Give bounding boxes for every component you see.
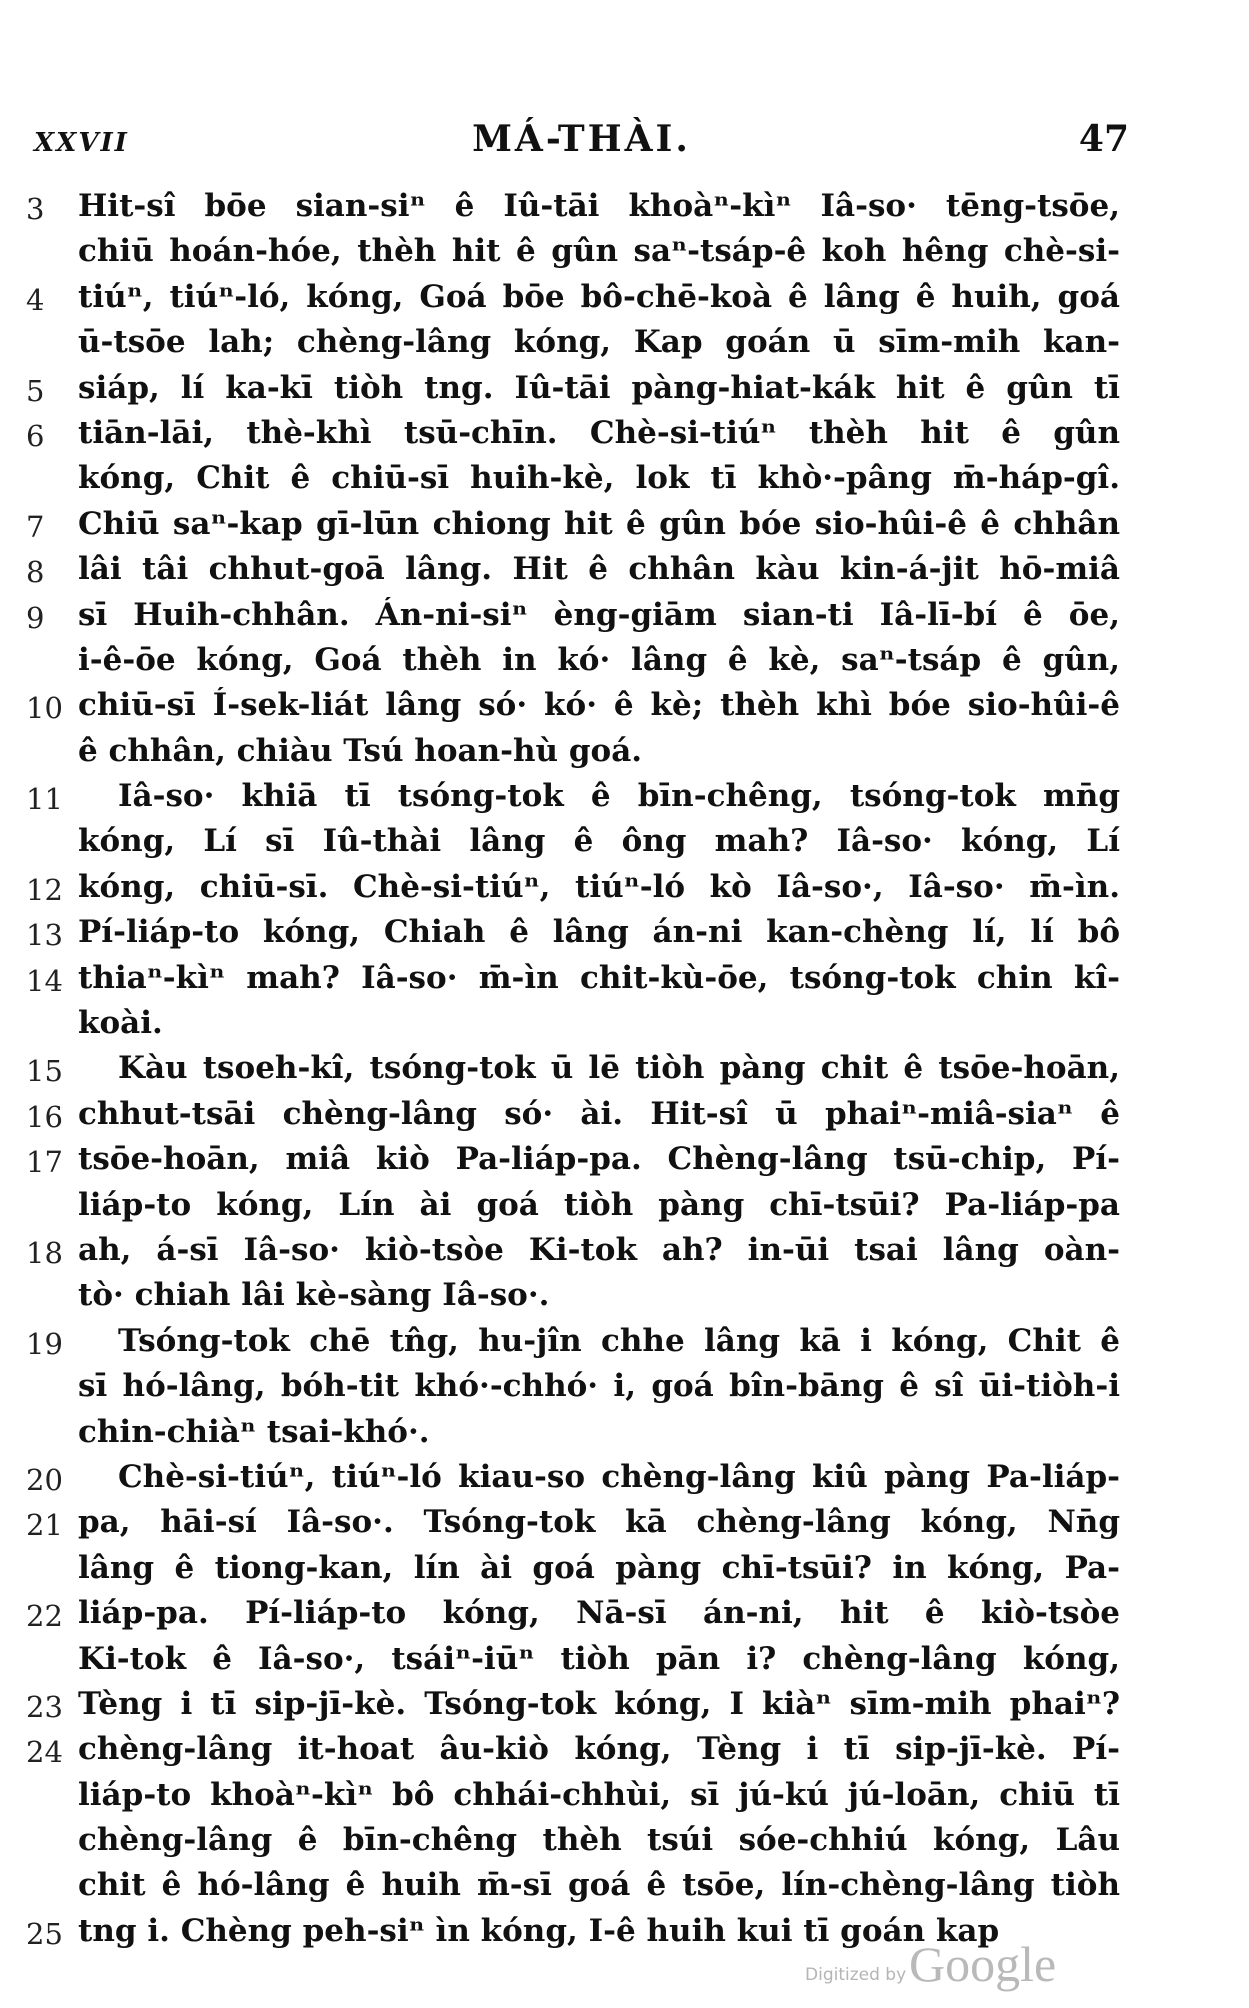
line-text: sī Huih-chhân. Án-ni-siⁿ èng-giām sian-ti Iâ-lī-bí ê ōe, (78, 596, 1120, 633)
verse-number: 20 (26, 1462, 63, 1497)
text-line (0, 1550, 1249, 1595)
text-line (0, 506, 1249, 551)
line-text: chit ê hó-lâng ê huih m̄-sī goá ê tsōe, lín-chèng-lâng tiòh (78, 1867, 1120, 1904)
line-text: tiān-lāi, thè-khì tsū-chīn. Chè-si-tiúⁿ thèh hit ê gûn (78, 414, 1120, 451)
verse-number: 4 (26, 282, 45, 317)
verse-number: 21 (26, 1508, 63, 1543)
verse-number: 5 (26, 373, 45, 408)
text-line (0, 370, 1249, 415)
line-text: lâi tâi chhut-goā lâng. Hit ê chhân kàu kin-á-jit hō-miâ (78, 551, 1120, 588)
line-text: Chiū saⁿ-kap gī-lūn chiong hit ê gûn bóe sio-hûi-ê ê chhân (78, 505, 1120, 542)
line-text: Hit-sî bōe sian-siⁿ ê Iû-tāi khoàⁿ-kìⁿ Iâ-so· tēng-tsōe, (78, 188, 1120, 224)
text-line (0, 1731, 1249, 1776)
text-line (0, 597, 1249, 642)
line-text: tsōe-hoān, miâ kiò Pa-liáp-pa. Chèng-lâng tsū-chip, Pí- (78, 1141, 1120, 1178)
verse-number: 22 (26, 1599, 63, 1634)
text-line (0, 415, 1249, 460)
text-line (0, 1459, 1249, 1504)
text-line (0, 1005, 1249, 1050)
text-body (0, 188, 1249, 1958)
text-line (0, 1323, 1249, 1368)
text-line (0, 1822, 1249, 1867)
verse-number: 7 (26, 509, 45, 544)
verse-number: 12 (26, 872, 63, 907)
verse-number: 17 (26, 1145, 63, 1180)
text-line (0, 279, 1249, 324)
text-line (0, 1368, 1249, 1413)
verse-number: 23 (26, 1689, 63, 1724)
text-line (0, 188, 1249, 233)
line-text: siáp, lí ka-kī tiòh tng. Iû-tāi pàng-hiat-kák hit ê gûn tī (78, 369, 1120, 406)
line-text: Tèng i tī sip-jī-kè. Tsóng-tok kóng, I kiàⁿ sīm-mih phaiⁿ? (78, 1685, 1120, 1722)
verse-number: 15 (26, 1054, 63, 1089)
digitized-watermark (805, 1935, 1065, 1995)
line-text: kóng, Chit ê chiū-sī huih-kè, lok tī khò·-pâng m̄-háp-gî. (78, 460, 1120, 497)
line-text: liáp-to khoàⁿ-kìⁿ bô chhái-chhùi, sī jú-kú jú-loān, chiū tī (78, 1776, 1120, 1813)
text-line (0, 1141, 1249, 1186)
text-line (0, 914, 1249, 959)
line-text: chèng-lâng ê bīn-chêng thèh tsúi sóe-chhiú kóng, Lâu (78, 1822, 1120, 1859)
verse-number: 3 (26, 192, 45, 226)
verse-number: 10 (26, 691, 63, 726)
line-text: thiaⁿ-kìⁿ mah? Iâ-so· m̄-ìn chit-kù-ōe, tsóng-tok chin kî- (78, 959, 1120, 996)
text-line (0, 1232, 1249, 1277)
text-line (0, 1641, 1249, 1686)
text-line (0, 1867, 1249, 1912)
text-line (0, 642, 1249, 687)
text-line (0, 233, 1249, 278)
line-text: lâng ê tiong-kan, lín ài goá pàng chī-tsūi? in kóng, Pa- (78, 1549, 1120, 1586)
verse-number: 11 (26, 782, 63, 817)
line-text: chiū hoán-hóe, thèh hit ê gûn saⁿ-tsáp-ê koh hêng chè-si- (78, 233, 1120, 270)
verse-number: 24 (26, 1735, 63, 1770)
text-line (0, 324, 1249, 369)
verse-number: 13 (26, 918, 63, 953)
line-text: pa, hāi-sí Iâ-so·. Tsóng-tok kā chèng-lâng kóng, Nn̄g (78, 1504, 1120, 1541)
text-line (0, 1277, 1249, 1322)
line-text: chèng-lâng it-hoat âu-kiò kóng, Tèng i tī sip-jī-kè. Pí- (78, 1731, 1120, 1768)
line-text: Ki-tok ê Iâ-so·, tsáiⁿ-iūⁿ tiòh pān i? chèng-lâng kóng, (78, 1640, 1120, 1677)
line-text: kóng, chiū-sī. Chè-si-tiúⁿ, tiúⁿ-ló kò Iâ-so·, Iâ-so· m̄-ìn. (78, 868, 1120, 905)
line-text: ū-tsōe lah; chèng-lâng kóng, Kap goán ū sīm-mih kan- (78, 324, 1120, 361)
line-text: Kàu tsoeh-kî, tsóng-tok ū lē tiòh pàng chit ê tsōe-hoān, (118, 1050, 1120, 1087)
page-header (34, 118, 1129, 168)
line-text: ê chhân, chiàu Tsú hoan-hù goá. (78, 732, 643, 769)
verse-number: 16 (26, 1099, 63, 1134)
text-line (0, 687, 1249, 732)
line-text: tng i. Chèng peh-siⁿ ìn kóng, I-ê huih kui tī goán kap (78, 1912, 1000, 1949)
line-text: ah, á-sī Iâ-so· kiò-tsòe Ki-tok ah? in-ūi tsai lâng oàn- (78, 1231, 1120, 1268)
verse-number: 9 (26, 600, 45, 635)
text-line (0, 551, 1249, 596)
line-text: tò· chiah lâi kè-sàng Iâ-so·. (78, 1277, 550, 1314)
line-text: chiū-sī Í-sek-liát lâng só· kó· ê kè; thèh khì bóe sio-hûi-ê (78, 687, 1120, 724)
verse-number: 25 (26, 1916, 63, 1951)
verse-number: 14 (26, 963, 63, 998)
google-logo: Google (909, 1936, 1057, 1992)
text-line (0, 1777, 1249, 1822)
line-text: liáp-pa. Pí-liáp-to kóng, Nā-sī án-ni, hit ê kiò-tsòe (78, 1595, 1120, 1632)
chapter-number: XXVII (34, 128, 129, 158)
text-line (0, 1414, 1249, 1459)
text-line (0, 1504, 1249, 1549)
verse-number: 8 (26, 555, 45, 590)
verse-number: 19 (26, 1326, 63, 1361)
line-text: liáp-to kóng, Lín ài goá tiòh pàng chī-tsūi? Pa-liáp-pa (78, 1186, 1120, 1223)
line-text: Chè-si-tiúⁿ, tiúⁿ-ló kiau-so chèng-lâng kiû pàng Pa-liáp- (118, 1458, 1120, 1495)
page-number: 47 (1078, 118, 1129, 160)
text-line (0, 778, 1249, 823)
line-text: chin-chiàⁿ tsai-khó·. (78, 1413, 430, 1450)
text-line (0, 869, 1249, 914)
text-line (0, 823, 1249, 868)
line-text: chhut-tsāi chèng-lâng só· ài. Hit-sî ū phaiⁿ-miâ-siaⁿ ê (78, 1095, 1120, 1132)
text-line (0, 460, 1249, 505)
verse-number: 6 (26, 418, 45, 453)
line-text: Iâ-so· khiā tī tsóng-tok ê bīn-chêng, tsóng-tok mn̄g (118, 778, 1120, 815)
verse-number: 18 (26, 1235, 63, 1270)
text-line (0, 1050, 1249, 1095)
text-line (0, 1187, 1249, 1232)
line-text: sī hó-lâng, bóh-tit khó·-chhó· i, goá bîn-bāng ê sî ūi-tiòh-i (78, 1368, 1120, 1405)
page-title: MÁ-THÀI. (472, 118, 691, 160)
text-line (0, 1595, 1249, 1640)
line-text: kóng, Lí sī Iû-thài lâng ê ông mah? Iâ-so· kóng, Lí (78, 823, 1120, 860)
text-line (0, 1096, 1249, 1141)
text-line (0, 1686, 1249, 1731)
text-line (0, 733, 1249, 778)
line-text: Pí-liáp-to kóng, Chiah ê lâng án-ni kan-chèng lí, lí bô (78, 914, 1120, 951)
line-text: Tsóng-tok chē tn̂g, hu-jîn chhe lâng kā i kóng, Chit ê (118, 1322, 1120, 1359)
line-text: koài. (78, 1005, 163, 1042)
line-text: i-ê-ōe kóng, Goá thèh in kó· lâng ê kè, saⁿ-tsáp ê gûn, (78, 641, 1120, 678)
text-line (0, 960, 1249, 1005)
line-text: tiúⁿ, tiúⁿ-ló, kóng, Goá bōe bô-chē-koà ê lâng ê huih, goá (78, 278, 1120, 315)
watermark-prefix: Digitized by (805, 1965, 907, 1985)
